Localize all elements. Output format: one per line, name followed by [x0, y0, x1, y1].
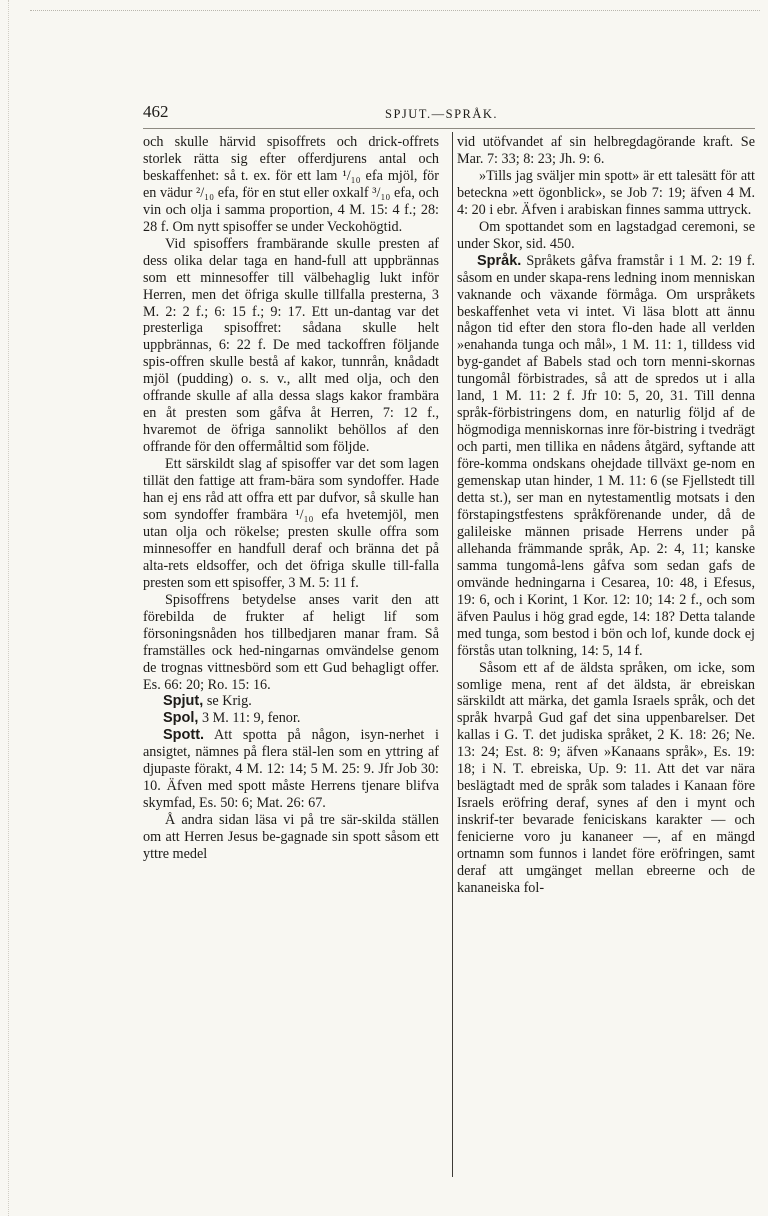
- paragraph: »Tills jag sväljer min spott» är ett talesätt för att beteckna »ett ögonblick», se Job 7: 19; äfven 4 M. 4: 20 i ebr. Äfven i arabiskan finnes samma uttryck.: [457, 167, 755, 218]
- page-number: 462: [143, 102, 169, 121]
- headword: Spol,: [163, 710, 199, 727]
- entry-text: Att spotta på någon, isyn-nerhet i ansigtet, nämnes på flera stäl-len som en yttring af djupaste förakt, 4 M. 12: 14; 5 M. 25: 9. Jfr Job 30: 10. Äfven med spott måste Herrens tjenare blifva skymfad, Es. 50: 6; Mat. 26: 67.: [143, 727, 439, 812]
- entry-spjut: [143, 693, 439, 710]
- left-column: [143, 134, 439, 863]
- paragraph: Spisoffrens betydelse anses varit den att förebilda de frukter af heligt lif som försoningsnåden hos tillbedjaren manar fram. Så framställes ock hed-ningarnas omvändelse genom de trognas vittnesbörd som ett Gud behagligt offer. Es. 66: 20; Ro. 15: 16.: [143, 591, 439, 693]
- paragraph: Om spottandet som en lagstadgad ceremoni, se under Skor, sid. 450.: [457, 218, 755, 252]
- entry-spol: [143, 710, 439, 727]
- entry-text: 3 M. 11: 9, fenor.: [202, 710, 301, 727]
- page-edge-line: [8, 0, 9, 1216]
- paragraph: Å andra sidan läsa vi på tre sär-skilda ställen om att Herren Jesus be-gagnade sin spott såsom ett yttre medel: [143, 812, 439, 863]
- headword: Spjut,: [163, 693, 204, 710]
- paragraph: vid utöfvandet af sin helbregdagörande kraft. Se Mar. 7: 33; 8: 23; Jh. 9: 6.: [457, 134, 755, 167]
- entry-sprak: [457, 253, 755, 660]
- scan-top-edge: [30, 10, 760, 11]
- entry-text: se Krig.: [206, 693, 252, 710]
- paragraph: och skulle härvid spisoffrets och drick-offrets storlek rätta sig efter offerdjurens antal och beskaffenhet: så t. ex. för ett lam ¹/₁₀ efa mjöl, för en vädur ²/₁₀ efa, för en stut eller oxkalf ³/₁₀ efa, och vin och olja i samma proportion, 4 M. 15: 4 f.; 28: 28 f. Om nytt spisoffer se under Veckohögtid.: [143, 134, 439, 235]
- right-column: [457, 134, 755, 897]
- header-rule: [143, 128, 755, 129]
- paragraph: Vid spisoffers frambärande skulle presten af dess olika delar taga en hand-full att uppbrännas som ett minnesoffer till välbehaglig lukt inför Herren, men det öfriga skulle tillfalla presterna, 3 M. 2: 2 f.; 6: 15 f.; 9: 17. Ett un-dantag var det presterliga spisoffret: sådana skulle helt uppbrännas, 6: 22 f. De med tackoffren följande spis-offren skulle bestå af kakor, tunnrån, knådadt mjöl (pudding) o. s. v., allt med olja, och den offrande skulle af alla dessa slags kakor frambära en åt presten som gåfva åt Herren, 7: 12 f., hvaremot de öfriga sannolikt behöllos af den offrande för den offermåltid som följde.: [143, 235, 439, 456]
- headword: Språk.: [477, 252, 522, 269]
- paragraph: Såsom ett af de äldsta språken, om icke, som somlige mena, rent af det äldsta, är ebreiskan särskildt att märka, det gamla Israels språk, och det språk hvarpå Gud gaf det sina uppenbarelser. Det kallas i G. T. det judiska språket, 2 K. 18: 26; Ne. 13: 24; Est. 8: 9; äfven »Kanaans språk», Es. 19: 18; i N. T. ebreiska, Up. 9: 11. Att det var nära beslägtadt med de språk som talades i Kanaan före Israels eröfring deraf, synes af den i mynt och inskrif-ter bevarade feniciskans karakter — och fenicierne voro ju kananeer —, af en mängd ortnamn som funnos i landet före eröfringen, samt deraf att umgänget mellan ebreerne och de kananeiska fol-: [457, 659, 755, 896]
- paragraph: Ett särskildt slag af spisoffer var det som lagen tillät den fattige att fram-bära som syndoffer. Hade han ej ens råd att offra ett par dufvor, så skulle han som syndoffer frambära ¹/₁₀ efa hvetemjöl, men utan olja och rökelse; presten skulle offra som minnesoffer en handfull deraf och bränna det på alta-rets eldsoffer, och det öfriga skulle till-falla presten som ett spisoffer, 3 M. 5: 11 f.: [143, 456, 439, 591]
- column-divider: [452, 132, 453, 1177]
- entry-text: Språkets gåfva framstår i 1 M. 2: 19 f. såsom en under skapa-rens ledning inom menniskan vaknande och växande förmåga. Om urspråkets beskaffenhet veta vi intet. Vi läsa blott att ännu någon tid efter den stora flo-den hade all verlden »enahanda tunga och mål», 1 M. 11: 1, tilldess vid byg-gandet af Babels stad och torn menni-skornas tungomål förbistrades, så att de spredos ut i alla land, 1 M. 11: 2 f. Jfr 10: 5, 20, 31. Till denna språk-förbistringens dom, en naturlig följd af de högmodiga menniskornas inre för-bistring i tvedrägt och parti, men tillika en nådens åtgärd, syftande att före-komma ondskans ohejdade tillväxt ge-nom en gemenskap utan hinder, 1 M. 11: 6 (se Fjellstedt till detta st.), ser man en nytestamentlig motsats i den förstapingstfestens språkförenande under, då de galileiske männen prisade Herrens under på allehanda främmande språk, Ap. 2: 4, 11; kanske samma tungomå-lens gåfva som sedan gafs de omvände hedningarna i Cesarea, 10: 48, i Efesus, 19: 6, och i Korint, 1 Kor. 12: 10; 14: 2 f., och som äfven Paulus i hög grad egde, 14: 18? Detta talande med tunga, som bestod i bön och lof, kunde dock ej förstås utan tolkning, 14: 5, 14 f.: [457, 252, 756, 659]
- entry-spott: [143, 727, 439, 812]
- headword: Spott.: [163, 727, 205, 744]
- running-head: SPJUT.—SPRÅK.: [385, 107, 499, 121]
